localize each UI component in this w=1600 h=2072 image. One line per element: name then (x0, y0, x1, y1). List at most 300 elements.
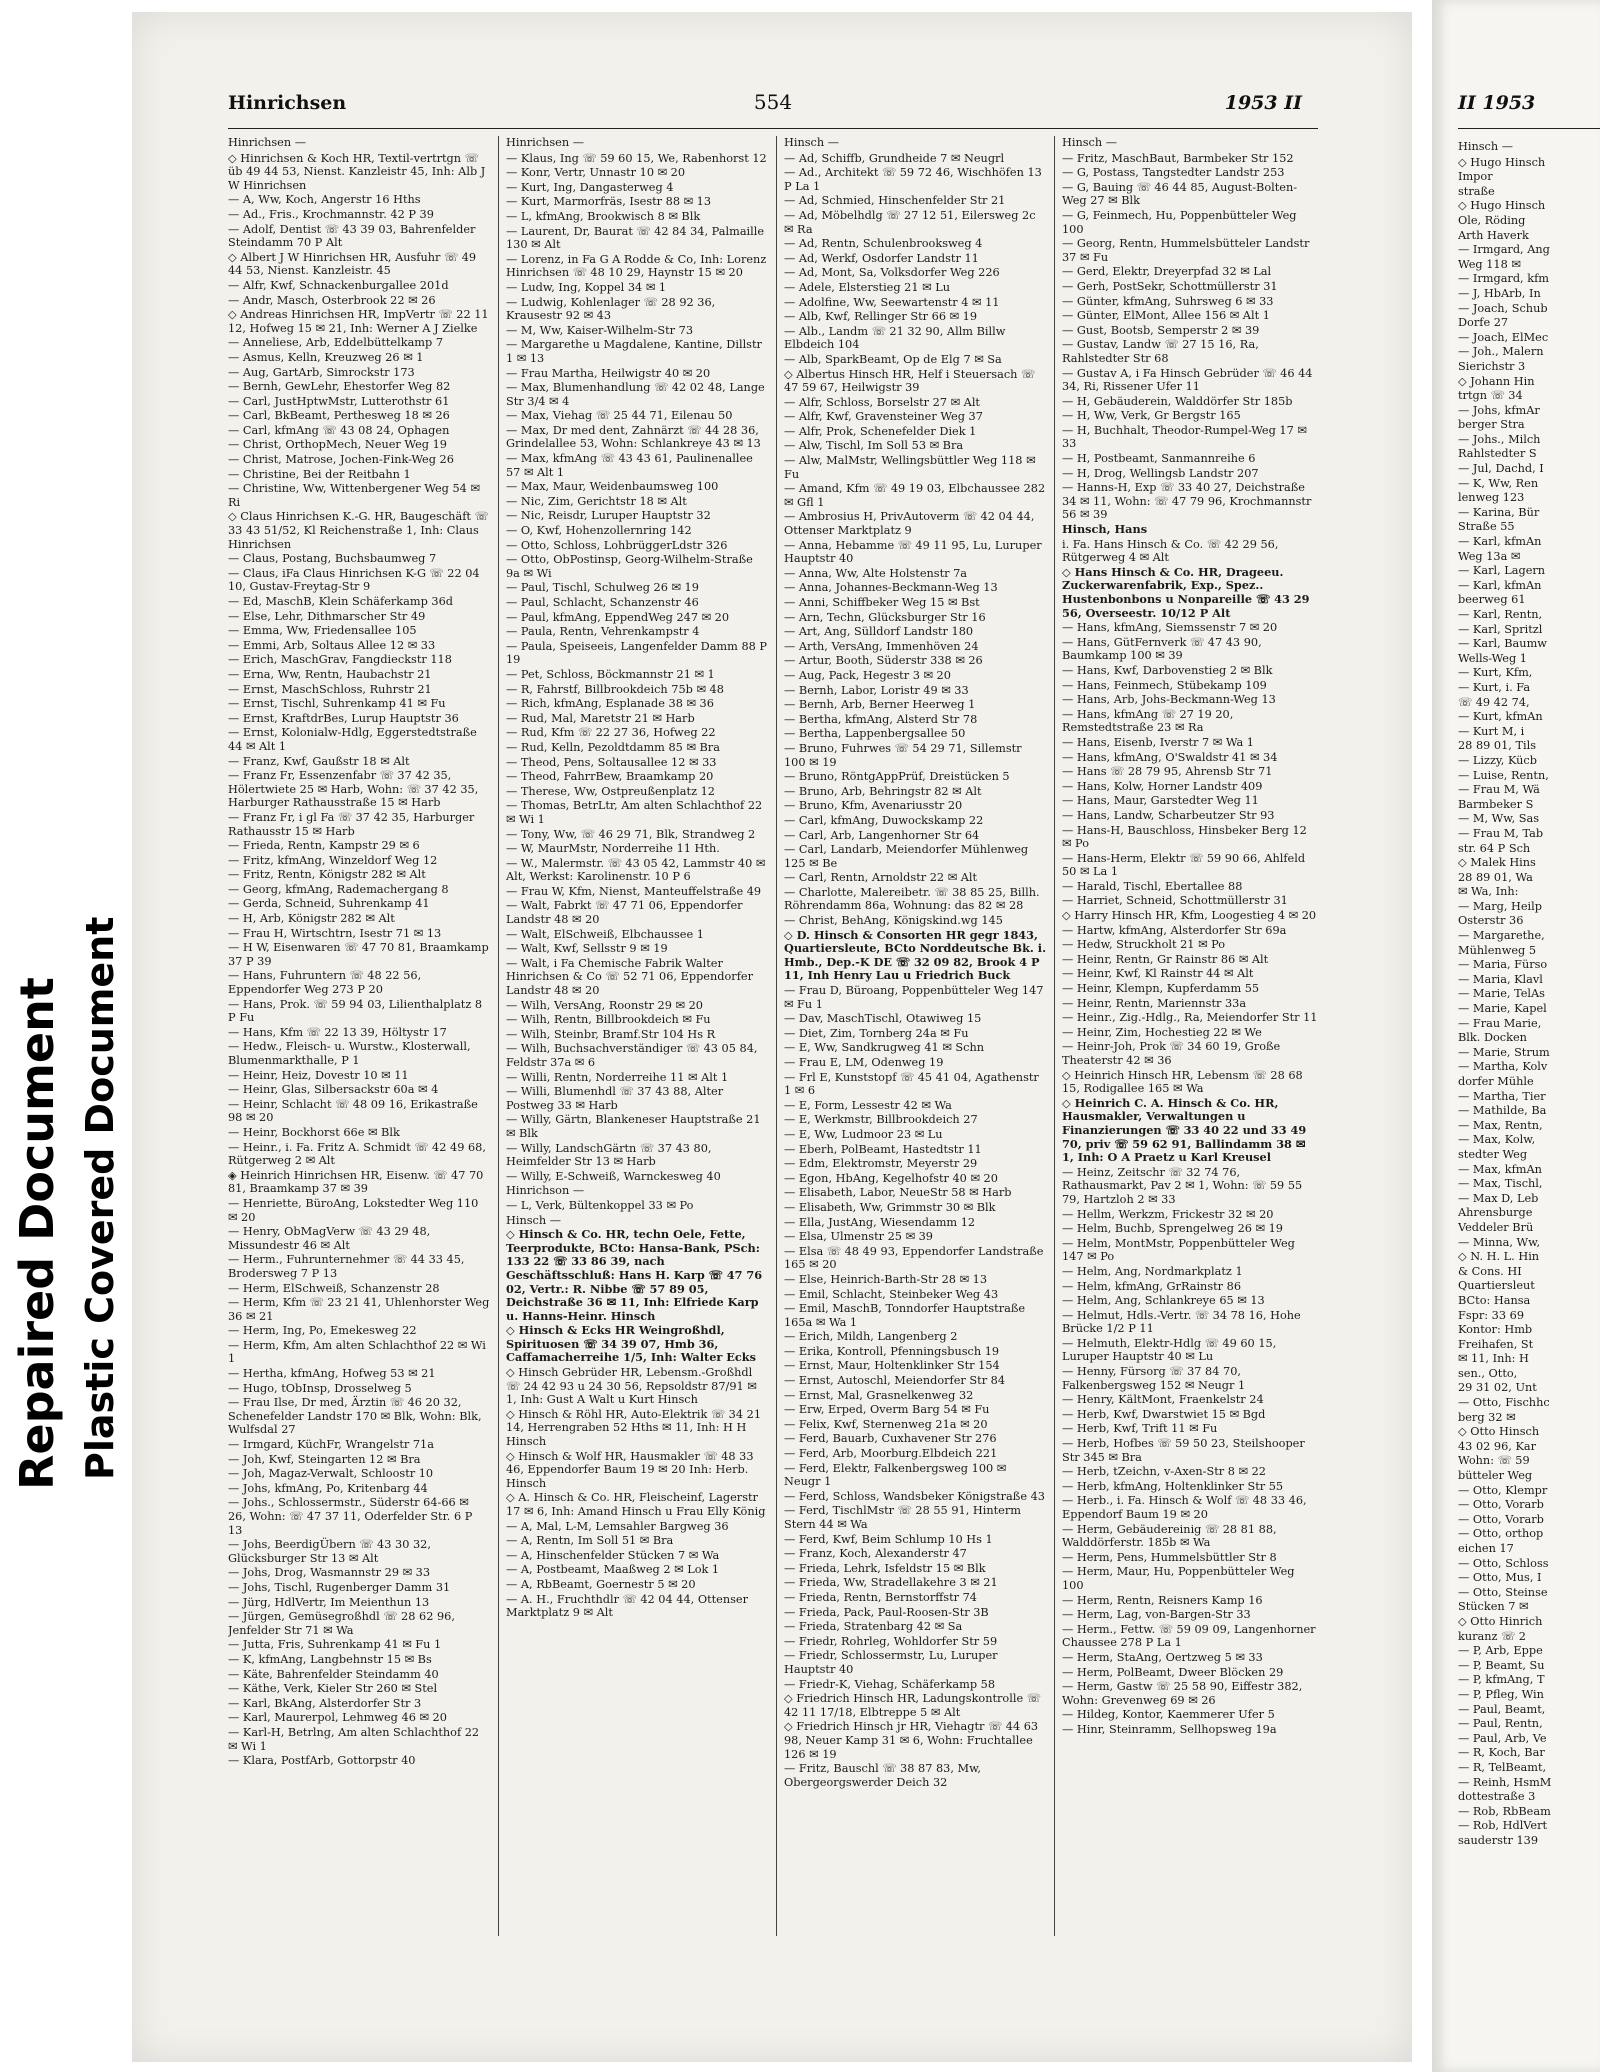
directory-entry: — Ernst, Kolonialw-Hdlg, Eggerstedtstraße 44 ✉ Alt 1 (228, 726, 477, 753)
directory-entry: — Max, Blumenhandlung ☏ 42 02 48, Lange Str 3/4 ✉ 4 (506, 381, 765, 408)
adjacent-entry-fragment: ◇ N. H. L. Hin (1458, 1250, 1540, 1264)
directory-entry: — Bertha, Lappenbergsallee 50 (784, 727, 966, 741)
directory-entry: — L, Verk, Bültenkoppel 33 ✉ Po (506, 1198, 694, 1212)
adjacent-entry-fragment: — Otto, Klempr (1458, 1483, 1548, 1497)
directory-entry: ◈ Heinrich Hinrichsen HR, Eisenw. ☏ 47 70 81, Braamkamp 37 ✉ 39 (228, 1168, 484, 1196)
adjacent-entry-fragment: Wells-Weg 1 (1458, 651, 1527, 665)
adjacent-entry-fragment: — Otto, Steinse (1458, 1585, 1548, 1599)
adjacent-entry-fragment: Stücken 7 ✉ (1458, 1600, 1529, 1614)
directory-entry: — Käthe, Verk, Kieler Str 260 ✉ Stel (228, 1682, 438, 1696)
directory-entry: — Friedr, Schlossermstr, Lu, Luruper Hauptstr 40 (784, 1649, 998, 1676)
directory-entry: ◇ Hans Hinsch & Co. HR, Drageeu. Zuckerwarenfabrik, Exp., Spez.. Hustenbonbons u Nonpareille ☏ 43 29 56, Overseestr. 10/12 P Alt (1062, 564, 1310, 620)
directory-entry: — Heinr, Heiz, Dovestr 10 ✉ 11 (228, 1068, 409, 1082)
adjacent-entry-fragment: ✉ Wa, Inh: (1458, 885, 1519, 899)
directory-entry: — Emma, Ww, Friedensallee 105 (228, 624, 417, 638)
directory-entry: ◇ Albertus Hinsch HR, Helf i Steuersach ☏ 47 59 67, Heilwigstr 39 (784, 367, 1036, 395)
directory-entry: — Fritz, kfmAng, Winzeldorf Weg 12 (228, 853, 438, 867)
adjacent-entry-fragment: sen., Otto, (1458, 1366, 1518, 1380)
directory-entry: — R, Fahrstf, Billbrookdeich 75b ✉ 48 (506, 682, 724, 696)
adjacent-entry-fragment: — Paul, Arb, Ve (1458, 1731, 1547, 1745)
adjacent-entry-fragment: Weg 118 ✉ (1458, 257, 1521, 271)
adjacent-entry-fragment: — Martha, Tier (1458, 1089, 1546, 1103)
directory-entry: — Hertha, kfmAng, Hofweg 53 ✉ 21 (228, 1367, 436, 1381)
directory-entry: — Hans-H, Bauschloss, Hinsbeker Berg 12 ✉ Po (1062, 823, 1307, 851)
directory-entry: — Carl, Rentn, Arnoldstr 22 ✉ Alt (784, 871, 978, 885)
directory-entry: — Asmus, Kelln, Kreuzweg 26 ✉ 1 (228, 350, 424, 364)
adjacent-entry-fragment: — Reinh, HsmM (1458, 1775, 1552, 1789)
directory-entry: — Frau H, Wirtschtrn, Isestr 71 ✉ 13 (228, 926, 442, 940)
directory-entry: — Carl, kfmAng, Duwockskamp 22 (784, 813, 984, 827)
directory-entry: — Walt, i Fa Chemische Fabrik Walter Hinrichsen & Co ☏ 52 71 06, Eppendorfer Landstr 48 ✉ 20 (506, 956, 753, 998)
directory-entry: — Günter, ElMont, Allee 156 ✉ Alt 1 (1062, 309, 1270, 323)
plastic-covered-label: Plastic Covered Document (78, 916, 122, 1480)
directory-entry: — Ad., Architekt ☏ 59 72 46, Wischhöfen 13 P La 1 (784, 166, 1042, 193)
directory-entry: — Ferd, Arb, Moorburg.Elbdeich 221 (784, 1447, 998, 1461)
directory-entry: — E, Ww, Sandkrugweg 41 ✉ Schn (784, 1041, 984, 1055)
directory-entry: — Ernst, Autoschl, Meiendorfer Str 84 (784, 1374, 1006, 1388)
directory-entry: — Willy, E-Schweiß, Warnckesweg 40 (506, 1169, 721, 1183)
adjacent-entry-fragment: — Karina, Bür (1458, 505, 1540, 519)
adjacent-entry-fragment: — Kurt, kfmAn (1458, 710, 1543, 724)
directory-entry: — Hans, Kolw, Horner Landstr 409 (1062, 779, 1263, 793)
directory-entry: — Bernh, GewLehr, Ehestorfer Weg 82 (228, 380, 451, 394)
directory-entry: — Helm, kfmAng, GrRainstr 86 (1062, 1279, 1242, 1293)
directory-entry: — Adolfine, Ww, Seewartenstr 4 ✉ 11 (784, 295, 1000, 309)
adjacent-entry-fragment: — Joach, ElMec (1458, 330, 1549, 344)
directory-entry: — Bertha, kfmAng, Alsterd Str 78 (784, 712, 978, 726)
directory-entry: — Heinr, Rentn, Mariennstr 33a (1062, 996, 1247, 1010)
directory-entry: — Gust, Bootsb, Semperstr 2 ✉ 39 (1062, 323, 1260, 337)
directory-entry: — Jutta, Fris, Suhrenkamp 41 ✉ Fu 1 (228, 1638, 442, 1652)
directory-entry: — Henriette, BüroAng, Lokstedter Weg 110 ✉ 20 (228, 1196, 479, 1224)
directory-entry: — Adolf, Dentist ☏ 43 39 03, Bahrenfelder Steindamm 70 P Alt (228, 222, 476, 250)
adjacent-entry-fragment: ◇ Hugo Hinsch (1458, 155, 1546, 169)
directory-entry: — Laurent, Dr, Baurat ☏ 42 84 34, Palmaille 130 ✉ Alt (506, 224, 765, 252)
adjacent-page-column (1458, 140, 1600, 1940)
directory-entry: — Herm, StaAng, Oertzweg 5 ✉ 33 (1062, 1650, 1263, 1664)
adjacent-entry-fragment: — Paul, Rentn, (1458, 1717, 1543, 1731)
adjacent-entry-fragment: — Frau Marie, (1458, 1016, 1542, 1030)
directory-entry: ◇ Andreas Hinrichsen HR, ImpVertr ☏ 22 11 12, Hofweg 15 ✉ 21, Inh: Werner A J Zielke (228, 308, 489, 335)
adjacent-entry-fragment: — P, kfmAng, T (1458, 1673, 1545, 1687)
directory-entry: — H, Gebäuderein, Walddörfer Str 185b (1062, 394, 1293, 408)
directory-entry: — Nic, Reisdr, Luruper Hauptstr 32 (506, 509, 711, 523)
directory-entry: — Ad, Möbelhdlg ☏ 27 12 51, Eilersweg 2c ✉ Ra (784, 208, 1036, 236)
directory-entry: — Alb, Kwf, Rellinger Str 66 ✉ 19 (784, 310, 978, 324)
adjacent-entry-fragment: — Frau M, Tab (1458, 826, 1544, 840)
directory-entry: — Emmi, Arb, Soltaus Allee 12 ✉ 33 (228, 638, 436, 652)
adjacent-entry-fragment: — Karl, Baumw (1458, 637, 1547, 651)
directory-entry: — Theod, FahrrBew, Braamkamp 20 (506, 770, 714, 784)
directory-entry: — Kurt, Ing, Dangasterweg 4 (506, 180, 674, 194)
directory-entry: — Fritz, MaschBaut, Barmbeker Str 152 (1062, 151, 1294, 165)
directory-entry: — Christ, OrthopMech, Neuer Weg 19 (228, 438, 447, 452)
adjacent-entry-fragment: Arth Haverk (1458, 228, 1529, 242)
column-head: Hinsch — (1062, 136, 1118, 149)
directory-entry: — Aug, GartArb, Simrockstr 173 (228, 365, 415, 379)
adjacent-entry-fragment: — Kurt, i. Fa (1458, 680, 1531, 694)
adjacent-entry-fragment: — Maria, Klavl (1458, 972, 1543, 986)
adjacent-entry-fragment: — Paul, Beamt, (1458, 1702, 1546, 1716)
directory-entry: — A, Rentn, Im Soll 51 ✉ Bra (506, 1534, 674, 1548)
adjacent-entry-fragment: — Irmgard, kfm (1458, 272, 1549, 286)
directory-entry: ◇ Hinsch & Wolf HR, Hausmakler ☏ 48 33 46, Eppendorfer Baum 19 ✉ 20 Inh: Herb. Hinsch (506, 1449, 754, 1490)
directory-entry: — Henry, KältMont, Fraenkelstr 24 (1062, 1393, 1264, 1407)
directory-entry: — A, RbBeamt, Goernestr 5 ✉ 20 (506, 1577, 696, 1591)
directory-entry: — Frieda, Stratenbarg 42 ✉ Sa (784, 1620, 963, 1634)
directory-entry: — Gerd, Elektr, Dreyerpfad 32 ✉ Lal (1062, 265, 1272, 279)
directory-entry: — Bernh, Arb, Berner Heerweg 1 (784, 698, 976, 712)
directory-entry: — Claus, Postang, Buchsbaumweg 7 (228, 552, 437, 566)
directory-entry: ◇ Harry Hinsch HR, Kfm, Loogestieg 4 ✉ 20 (1062, 909, 1317, 923)
adjacent-entry-fragment: — Marie, TelAs (1458, 987, 1545, 1001)
directory-entry: — Klaus, Ing ☏ 59 60 15, We, Rabenhorst 12 (506, 151, 767, 165)
directory-entry: — Claus, iFa Claus Hinrichsen K-G ☏ 22 04 10, Gustav-Freytag-Str 9 (228, 566, 480, 594)
directory-entry: — Erna, Ww, Rentn, Haubachstr 21 (228, 667, 432, 681)
directory-entry: — Hans, Kfm ☏ 22 13 39, Höltystr 17 (228, 1025, 447, 1039)
directory-entry: — K, kfmAng, Langbehnstr 15 ✉ Bs (228, 1652, 432, 1666)
directory-entry: ◇ Friedrich Hinsch jr HR, Viehagtr ☏ 44 63 98, Neuer Kamp 31 ✉ 6, Wohn: Fruchtallee 126 ✉ 19 (784, 1720, 1039, 1761)
adjacent-entry-fragment: — Irmgard, Ang (1458, 243, 1550, 257)
directory-entry: — Wilh, Steinbr, Bramf.Str 104 Hs R (506, 1027, 716, 1041)
directory-entry: — Diet, Zim, Tornberg 24a ✉ Fu (784, 1026, 969, 1040)
directory-entry: — Herb, Hofbes ☏ 59 50 23, Steilshooper Str 345 ✉ Bra (1062, 1437, 1305, 1464)
adjacent-entry-fragment: lenweg 123 (1458, 491, 1525, 505)
adjacent-entry-fragment: ◇ Malek Hins (1458, 856, 1536, 870)
directory-entry: — Anni, Schiffbeker Weg 15 ✉ Bst (784, 596, 980, 609)
directory-entry: — Edm, Elektromstr, Meyerstr 29 (784, 1157, 978, 1171)
directory-entry: — Heinr, Schlacht ☏ 48 09 16, Erikastraße 98 ✉ 20 (228, 1097, 478, 1125)
directory-entry: — Paul, Schlacht, Schanzenstr 46 (506, 596, 699, 609)
page-number: 554 (753, 90, 793, 114)
directory-entry: — Frau W, Kfm, Nienst, Manteuffelstraße 49 (506, 884, 762, 898)
directory-entry: — Herm., Fettw. ☏ 59 09 09, Langenhorner Chaussee 278 P La 1 (1062, 1622, 1316, 1650)
directory-entry: — Hans, Arb, Johs-Beckmann-Weg 13 (1062, 693, 1276, 707)
directory-entry: — Max, Maur, Weidenbaumsweg 100 (506, 480, 719, 494)
adjacent-entry-fragment: — Karl, Spritzl (1458, 622, 1543, 636)
directory-entry: — Hartw, kfmAng, Alsterdorfer Str 69a (1062, 923, 1287, 937)
directory-entry: — Frl E, Kunststopf ☏ 45 41 04, Agathenstr 1 ✉ 6 (784, 1070, 1039, 1098)
adjacent-entry-fragment: ◇ Otto Hinsch (1458, 1425, 1540, 1439)
adjacent-entry-fragment: ◇ Johann Hin (1458, 374, 1535, 388)
adjacent-entry-fragment: — P, Pfleg, Win (1458, 1687, 1544, 1701)
directory-entry: — Helm, Ang, Schlankreye 65 ✉ 13 (1062, 1294, 1265, 1308)
directory-entry: — Helm, Buchb, Sprengelweg 26 ✉ 19 (1062, 1222, 1283, 1236)
directory-entry: — Carl, BkBeamt, Perthesweg 18 ✉ 26 (228, 409, 450, 423)
column-4 (1062, 136, 1318, 1936)
directory-entry: ◇ Heinrich C. A. Hinsch & Co. HR, Hausmakler, Verwaltungen u Finanzierungen ☏ 33 40 22 und 33 49 70, priv ☏ 59 62 91, Ballindamm 38 ✉ 1, Inh: O A Praetz u Karl Kreusel (1062, 1095, 1307, 1165)
directory-entry: — Hedw, Struckholt 21 ✉ Po (1062, 938, 1226, 952)
adjacent-entry-fragment: — Max D, Leb (1458, 1191, 1539, 1205)
adjacent-entry-fragment: BCto: Hansa (1458, 1293, 1531, 1307)
directory-entry: — Hans, Eisenb, Iverstr 7 ✉ Wa 1 (1062, 735, 1254, 749)
directory-entry: — H, Arb, Königstr 282 ✉ Alt (228, 912, 395, 926)
directory-entry: — Elisabeth, Ww, Grimmstr 30 ✉ Blk (784, 1200, 996, 1214)
directory-entry: — Hinr, Steinramm, Sellhopsweg 19a (1062, 1722, 1277, 1736)
directory-entry: — Helmuth, Elektr-Hdlg ☏ 49 60 15, Luruper Hauptstr 40 ✉ Lu (1062, 1336, 1277, 1364)
directory-entry: — Therese, Ww, Ostpreußenplatz 12 (506, 784, 715, 798)
adjacent-entry-fragment: — Otto, orthop (1458, 1527, 1544, 1541)
directory-entry: — Elisabeth, Labor, NeueStr 58 ✉ Harb (784, 1186, 1012, 1200)
directory-entry: — Christ, Matrose, Jochen-Fink-Weg 26 (228, 453, 454, 467)
directory-entry: — Emil, MaschB, Tonndorfer Hauptstraße 165a ✉ Wa 1 (784, 1302, 1026, 1329)
repaired-document-label: Repaired Document (10, 977, 64, 1490)
directory-entry: — Arn, Techn, Glücksburger Str 16 (784, 610, 986, 624)
directory-entry: — Erw, Erped, Overm Barg 54 ✉ Fu (784, 1403, 990, 1417)
adjacent-entry-fragment: — Margarethe, (1458, 929, 1545, 943)
directory-entry: — Herb, Kwf, Trift 11 ✉ Fu (1062, 1422, 1218, 1436)
directory-entry: — Heinr., Zig.-Hdlg., Ra, Meiendorfer Str 11 (1062, 1011, 1318, 1025)
adjacent-entry-fragment: Weg 13a ✉ (1458, 549, 1521, 563)
directory-entry: — Helmut, Hdls.-Vertr. ☏ 34 78 16, Hohe Brücke 1/2 P 11 (1062, 1308, 1301, 1336)
directory-entry: — Christine, Ww, Wittenbergener Weg 54 ✉ Ri (228, 482, 480, 509)
directory-entry: — Elsa, Ulmenstr 25 ✉ 39 (784, 1230, 933, 1244)
directory-entry: — Alfr, Prok, Schenefelder Diek 1 (784, 424, 977, 438)
adjacent-entry-fragment: — Marg, Heilp (1458, 899, 1542, 913)
directory-entry: — Dav, MaschTischl, Otawiweg 15 (784, 1012, 982, 1026)
adjacent-entry-fragment: kuranz ☏ 2 (1458, 1629, 1526, 1643)
adjacent-entry-fragment: — Marie, Kapel (1458, 1002, 1547, 1016)
directory-entry: — Hanns-H, Exp ☏ 33 40 27, Deichstraße 34 ✉ 11, Wohn: ☏ 47 79 96, Krochmannstr 56 ✉ 39 (1062, 481, 1312, 522)
adjacent-entry-fragment: — R, Koch, Bar (1458, 1746, 1545, 1760)
column-head: Hinrichsen — (228, 136, 307, 149)
adjacent-entry-fragment: Quartiersleut (1458, 1279, 1535, 1293)
adjacent-entry-fragment: — Max, Kolw, (1458, 1133, 1536, 1147)
adjacent-entry-fragment: Barmbeker S (1458, 797, 1534, 811)
adjacent-entry-fragment: Kontor: Hmb (1458, 1323, 1533, 1337)
directory-entry: — Ludwig, Kohlenlager ☏ 28 92 36, Krausestr 92 ✉ 43 (506, 295, 716, 323)
adjacent-entry-fragment: berger Stra (1458, 418, 1525, 432)
adjacent-entry-fragment: 28 89 01, Wa (1458, 870, 1533, 884)
directory-entry: — Alb., Landm ☏ 21 32 90, Allm Billw Elbdeich 104 (784, 324, 1006, 352)
adjacent-entry-fragment: — K, Ww, Ren (1458, 476, 1539, 490)
directory-entry: — Herm, Kfm, Am alten Schlachthof 22 ✉ Wi 1 (228, 1338, 486, 1366)
adjacent-entry-fragment: — Johs., Milch (1458, 432, 1541, 446)
directory-entry: — Johs., Schlossermstr., Süderstr 64-66 ✉ 26, Wohn: ☏ 47 37 11, Oderfelder Str. 6 P 13 (228, 1496, 473, 1537)
column-2 (506, 136, 768, 1936)
directory-entry: — Hans, GütFernverk ☏ 47 43 90, Baumkamp 100 ✉ 39 (1062, 635, 1262, 663)
directory-entry: — A, Mal, L-M, Lemsahler Bargweg 36 (506, 1519, 729, 1533)
adjacent-entry-fragment: berg 32 ✉ (1458, 1410, 1516, 1424)
directory-entry: — Anna, Ww, Alte Holstenstr 7a (784, 566, 968, 580)
directory-entry: — Joh, Magaz-Verwalt, Schloostr 10 (228, 1467, 434, 1481)
adjacent-entry-fragment: — Rob, HdlVert (1458, 1819, 1548, 1833)
directory-entry: — O, Kwf, Hohenzollernring 142 (506, 524, 692, 538)
directory-entry: — M, Ww, Kaiser-Wilhelm-Str 73 (506, 323, 694, 337)
directory-entry: ◇ Claus Hinrichsen K.-G. HR, Baugeschäft ☏ 33 43 51/52, Kl Reichenstraße 1, Inh: Claus Hinrichsen (228, 510, 489, 551)
adjacent-entry-fragment: — Minna, Ww, (1458, 1235, 1541, 1249)
directory-entry: — Franz Fr, i gl Fa ☏ 37 42 35, Harburger Rathausstr 15 ✉ Harb (228, 810, 475, 838)
adjacent-entry-fragment: — Otto, Vorarb (1458, 1512, 1544, 1526)
adjacent-entry-fragment: trtgn ☏ 34 (1458, 389, 1523, 403)
directory-entry: — Frau D, Büroang, Poppenbütteler Weg 147 ✉ Fu 1 (784, 984, 1044, 1011)
directory-entry: — Hedw., Fleisch- u. Wurstw., Klosterwall, Blumenmarkthalle, P 1 (228, 1040, 471, 1067)
directory-entry: — Alfr, Kwf, Schnackenburgallee 201d (228, 278, 449, 292)
directory-entry: — Andr, Masch, Osterbrook 22 ✉ 26 (228, 293, 436, 307)
directory-entry: — Ferd, Bauarb, Cuxhavener Str 276 (784, 1432, 997, 1446)
directory-entry: — Carl, JustHptwMstr, Lutterothstr 61 (228, 394, 450, 408)
directory-entry: — A, Postbeamt, Maaßweg 2 ✉ Lok 1 (506, 1563, 720, 1577)
directory-entry: — Frau Martha, Heilwigstr 40 ✉ 20 (506, 366, 711, 380)
directory-entry: — Charlotte, Malereibetr. ☏ 38 85 25, Billh. Röhrendamm 86a, Wohnung: das 82 ✉ 28 (784, 885, 1040, 913)
directory-entry: — Herb, Kwf, Dwarstwiet 15 ✉ Bgd (1062, 1407, 1266, 1421)
directory-entry: — Rich, kfmAng, Esplanade 38 ✉ 36 (506, 697, 714, 711)
directory-entry: Hinrichson — (506, 1184, 585, 1198)
directory-entry: — Tony, Ww, ☏ 46 29 71, Blk, Strandweg 2 (506, 827, 756, 841)
directory-entry: — Jürgen, Gemüsegroßhdl ☏ 28 62 96, Jenfelder Str 71 ✉ Wa (228, 1610, 455, 1637)
directory-entry: — Willy, LandschGärtn ☏ 37 43 80, Heimfelder Str 13 ✉ Harb (506, 1141, 712, 1169)
directory-entry: — Hans, kfmAng, O'Swaldstr 41 ✉ 34 (1062, 750, 1278, 764)
directory-entry: ◇ Hinrichsen & Koch HR, Textil-vertrtgn ☏ üb 49 44 53, Nienst. Kanzleistr 45, Inh: Alb J W Hinrichsen (228, 151, 486, 192)
adjacent-entry-fragment: Wohn: ☏ 59 (1458, 1454, 1530, 1468)
directory-entry: — Kurt, Marmorfräs, Isestr 88 ✉ 13 (506, 195, 712, 209)
adjacent-entry-fragment: — J, HbArb, In (1458, 286, 1541, 300)
directory-entry: — Else, Lehr, Dithmarscher Str 49 (228, 609, 426, 623)
directory-entry: — Ed, MaschB, Klein Schäferkamp 36d (228, 595, 454, 608)
directory-entry: — Klara, PostfArb, Gottorpstr 40 (228, 1754, 416, 1768)
directory-entry: — Ernst, MaschSchloss, Ruhrstr 21 (228, 682, 432, 696)
directory-entry: — Henry, ObMagVerw ☏ 43 29 48, Missundestr 46 ✉ Alt (228, 1225, 431, 1252)
directory-entry: — Wilh, Buchsachverständiger ☏ 43 05 84, Feldstr 37a ✉ 6 (506, 1042, 758, 1069)
directory-entry: — Art, Ang, Sülldorf Landstr 180 (784, 625, 974, 639)
directory-entry: — Alb, SparkBeamt, Op de Elg 7 ✉ Sa (784, 352, 1002, 366)
directory-entry: — Else, Heinrich-Barth-Str 28 ✉ 13 (784, 1272, 988, 1286)
column-divider (776, 136, 777, 1936)
adjacent-entry-fragment: — Otto, Schloss (1458, 1556, 1549, 1570)
directory-entry: — Herm, Gastw ☏ 25 58 90, Eiffestr 382, Wohn: Grevenweg 69 ✉ 26 (1062, 1680, 1303, 1707)
column-head: Hinsch — (784, 136, 840, 149)
directory-entry: — Alw, Tischl, Im Soll 53 ✉ Bra (784, 439, 964, 453)
directory-entry: — Heinr, Zim, Hochestieg 22 ✉ We (1062, 1025, 1262, 1039)
adjacent-page-edge (1432, 0, 1600, 2072)
directory-entry: — Hans, Fuhruntern ☏ 48 22 56, Eppendorfer Weg 273 P 20 (228, 969, 422, 997)
column-divider (498, 136, 499, 1936)
adjacent-entry-fragment: — Jul, Dachd, I (1458, 462, 1544, 476)
adjacent-entry-fragment: — Karl, Rentn, (1458, 608, 1543, 621)
directory-entry: Hinsch, Hans (1062, 522, 1148, 537)
directory-entry: — G, Feinmech, Hu, Poppenbütteler Weg 100 (1062, 208, 1297, 236)
directory-entry: — H, Buchhalt, Theodor-Rumpel-Weg 17 ✉ 33 (1062, 423, 1307, 451)
adjacent-entry-fragment: 28 89 01, Tils (1458, 739, 1537, 753)
directory-entry: — Fritz, Bauschl ☏ 38 87 83, Mw, Obergeorgswerder Deich 32 (784, 1762, 982, 1789)
directory-entry: — Heinr, Klempn, Kupferdamm 55 (1062, 982, 1260, 996)
directory-entry: — Ad, Rentn, Schulenbrooksweg 4 (784, 237, 983, 251)
directory-entry: — Nic, Zim, Gerichtstr 18 ✉ Alt (506, 494, 687, 508)
adjacent-entry-fragment: — Karl, kfmAn (1458, 578, 1542, 592)
column-1 (228, 136, 490, 1936)
adjacent-entry-fragment: — R, TelBeamt, (1458, 1760, 1547, 1774)
adjacent-entry-fragment: Ahrensburge (1458, 1206, 1533, 1220)
directory-entry: — Johs, BeerdigÜbern ☏ 43 30 32, Glücksburger Str 13 ✉ Alt (228, 1538, 431, 1565)
directory-entry: — Ferd, Schloss, Wandsbeker Königstraße 43 (784, 1489, 1045, 1503)
adjacent-entry-fragment: Osterstr 36 (1458, 914, 1524, 928)
directory-entry: — Otto, Schloss, LohbrüggerLdstr 326 (506, 538, 728, 552)
directory-entry: — Otto, ObPostinsp, Georg-Wilhelm-Straße 9a ✉ Wi (506, 553, 753, 580)
adjacent-entry-fragment: — Rob, RbBeam (1458, 1804, 1551, 1818)
directory-entry: — Helm, MontMstr, Poppenbütteler Weg 147 ✉ Po (1062, 1236, 1295, 1264)
directory-entry: — Henny, Fürsorg ☏ 37 84 70, Falkenbergsweg 152 ✉ Neugr 1 (1062, 1365, 1246, 1392)
directory-entry: — Herm, PolBeamt, Dweer Blöcken 29 (1062, 1665, 1284, 1679)
directory-entry: — W., Malermstr. ☏ 43 05 42, Lammstr 40 ✉ Alt, Werkst: Karolinenstr. 10 P 6 (506, 856, 766, 884)
directory-entry: — Walt, Kwf, Sellsstr 9 ✉ 19 (506, 942, 668, 956)
adjacent-page-header (1458, 88, 1600, 129)
directory-entry: — Friedr, Rohrleg, Wohldorfer Str 59 (784, 1634, 998, 1648)
directory-entry: — Hans, Landw, Scharbeutzer Str 93 (1062, 808, 1275, 822)
adjacent-entry-fragment: — Otto, Fischhc (1458, 1396, 1550, 1410)
directory-entry: — Frau E, LM, Odenweg 19 (784, 1056, 944, 1069)
directory-entry: — Walt, Fabrkt ☏ 47 71 06, Eppendorfer Landstr 48 ✉ 20 (506, 899, 743, 927)
directory-entry: — Hans, Kwf, Darbovenstieg 2 ✉ Blk (1062, 663, 1273, 677)
adjacent-entry-fragment: straße (1458, 184, 1495, 198)
directory-entry: — Hans, Prok. ☏ 59 94 03, Lilienthalplatz 8 P Fu (228, 997, 483, 1025)
directory-entry: — Gerh, PostSekr, Schottmüllerstr 31 (1062, 279, 1278, 293)
directory-entry: — Heinz, Zeitschr ☏ 32 74 76, Rathausmarkt, Pav 2 ✉ 1, Wohn: ☏ 59 55 79, Hartzloh 2 ✉ 33 (1062, 1165, 1303, 1206)
directory-entry: — Willy, Gärtn, Blankeneser Hauptstraße 21 ✉ Blk (506, 1113, 761, 1140)
adjacent-entry-fragment: — Karl, kfmAn (1458, 535, 1542, 549)
adjacent-entry-fragment: Veddeler Brü (1458, 1220, 1534, 1234)
directory-entry: — E, Form, Lessestr 42 ✉ Wa (784, 1098, 952, 1112)
directory-entry: — Gustav A, i Fa Hinsch Gebrüder ☏ 46 44 34, Ri, Rissener Ufer 11 (1062, 366, 1313, 394)
directory-entry: — Paula, Rentn, Vehrenkampstr 4 (506, 625, 700, 639)
directory-entry: — Max, Viehag ☏ 25 44 71, Eilenau 50 (506, 409, 733, 423)
directory-entry: — Hans-Herm, Elektr ☏ 59 90 66, Ahlfeld 50 ✉ La 1 (1062, 851, 1306, 879)
directory-entry: — Erich, Mildh, Langenberg 2 (784, 1330, 958, 1344)
adjacent-entry-fragment: — Maria, Fürso (1458, 958, 1548, 972)
adjacent-entry-fragment: — Lizzy, Kücb (1458, 753, 1537, 767)
directory-entry: — A, Ww, Koch, Angerstr 16 Hths (228, 193, 421, 207)
directory-entry: ◇ A. Hinsch & Co. HR, Fleischeinf, Lagerstr 17 ✉ 6, Inh: Amand Hinsch u Frau Elly König (506, 1491, 766, 1518)
directory-entry: — Walt, ElSchweiß, Elbchaussee 1 (506, 927, 704, 941)
adjacent-entry-fragment: Rahlstedter S (1458, 447, 1537, 461)
directory-entry: — Carl, Arb, Langenhorner Str 64 (784, 828, 980, 842)
directory-entry: — E, Werkmstr, Billbrookdeich 27 (784, 1113, 978, 1127)
adjacent-entry-fragment: — Otto, Vorarb (1458, 1498, 1544, 1512)
adjacent-entry-fragment: Sierichstr 3 (1458, 359, 1526, 373)
directory-entry: — Ad, Werkf, Osdorfer Landstr 11 (784, 251, 979, 265)
directory-entry: — Lorenz, in Fa G A Rodde & Co, Inh: Lorenz Hinrichsen ☏ 48 10 29, Haynstr 15 ✉ 20 (506, 252, 767, 280)
directory-entry: — Franz Fr, Essenzenfabr ☏ 37 42 35, Hölertwiete 25 ✉ Harb, Wohn: ☏ 37 42 35, Harburger Rathausstraße 15 ✉ Harb (228, 769, 479, 810)
directory-entry: ◇ Heinrich Hinsch HR, Lebensm ☏ 28 68 15, Rodigallee 165 ✉ Wa (1062, 1068, 1303, 1096)
directory-entry: — Heinr, Kwf, Kl Rainstr 44 ✉ Alt (1062, 967, 1254, 981)
adjacent-entry-fragment: — P, Arb, Eppe (1458, 1644, 1543, 1658)
directory-entry: — Ad., Fris., Krochmannstr. 42 P 39 (228, 207, 434, 221)
directory-entry: — Felix, Kwf, Sternenweg 21a ✉ 20 (784, 1417, 988, 1431)
directory-entry: — Ludw, Ing, Koppel 34 ✉ 1 (506, 280, 667, 294)
directory-entry: — Karl-H, Betrlng, Am alten Schlachthof 22 ✉ Wi 1 (228, 1725, 480, 1753)
directory-entry: — Herm., Fuhrunternehmer ☏ 44 33 45, Brodersweg 7 P 13 (228, 1253, 465, 1280)
directory-entry: — Georg, Rentn, Hummelsbütteler Landstr 37 ✉ Fu (1062, 237, 1310, 264)
directory-entry: — Herb, tZeichn, v-Axen-Str 8 ✉ 22 (1062, 1465, 1266, 1479)
directory-entry: — Hans, kfmAng ☏ 27 19 20, Remstedtstraße 23 ✉ Ra (1062, 707, 1234, 735)
directory-entry: — Ferd, Elektr, Falkenbergsweg 100 ✉ Neugr 1 (784, 1461, 1007, 1489)
directory-entry: — Franz, Koch, Alexanderstr 47 (784, 1547, 967, 1561)
adjacent-entry-fragment: dorfer Mühle (1458, 1075, 1534, 1088)
adjacent-entry-fragment: beerweg 61 (1458, 593, 1526, 607)
directory-entry: — Herm, Kfm ☏ 23 21 41, Uhlenhorster Weg 36 ✉ 21 (228, 1296, 490, 1323)
directory-entry: — Herm, Gebäudereinig ☏ 28 81 88, Walddörferstr. 185b ✉ Wa (1062, 1522, 1277, 1550)
directory-entry: — Harald, Tischl, Ebertallee 88 (1062, 879, 1243, 893)
adjacent-entry-fragment: Freihafen, St (1458, 1337, 1534, 1351)
directory-entry: — Herm, Pens, Hummelsbüttler Str 8 (1062, 1550, 1277, 1564)
directory-columns (228, 136, 1318, 1936)
directory-entry: — Frau Ilse, Dr med, Ärztin ☏ 46 20 32, Schenefelder Landstr 170 ✉ Blk, Wohn: Blk, Wulfsdal 27 (228, 1396, 482, 1437)
directory-entry: — Egon, HbAng, Kegelhofstr 40 ✉ 20 (784, 1171, 998, 1185)
directory-entry: — H, Ww, Verk, Gr Bergstr 165 (1062, 409, 1241, 423)
directory-entry: — Fritz, Rentn, Königstr 282 ✉ Alt (228, 868, 426, 882)
directory-entry: — Amand, Kfm ☏ 49 19 03, Elbchaussee 282 ✉ Gfl 1 (784, 482, 1046, 509)
directory-entry: — Bruno, Fuhrwes ☏ 54 29 71, Sillemstr 100 ✉ 19 (784, 741, 1022, 769)
directory-entry: — Rud, Kfm ☏ 22 27 36, Hofweg 22 (506, 726, 716, 740)
